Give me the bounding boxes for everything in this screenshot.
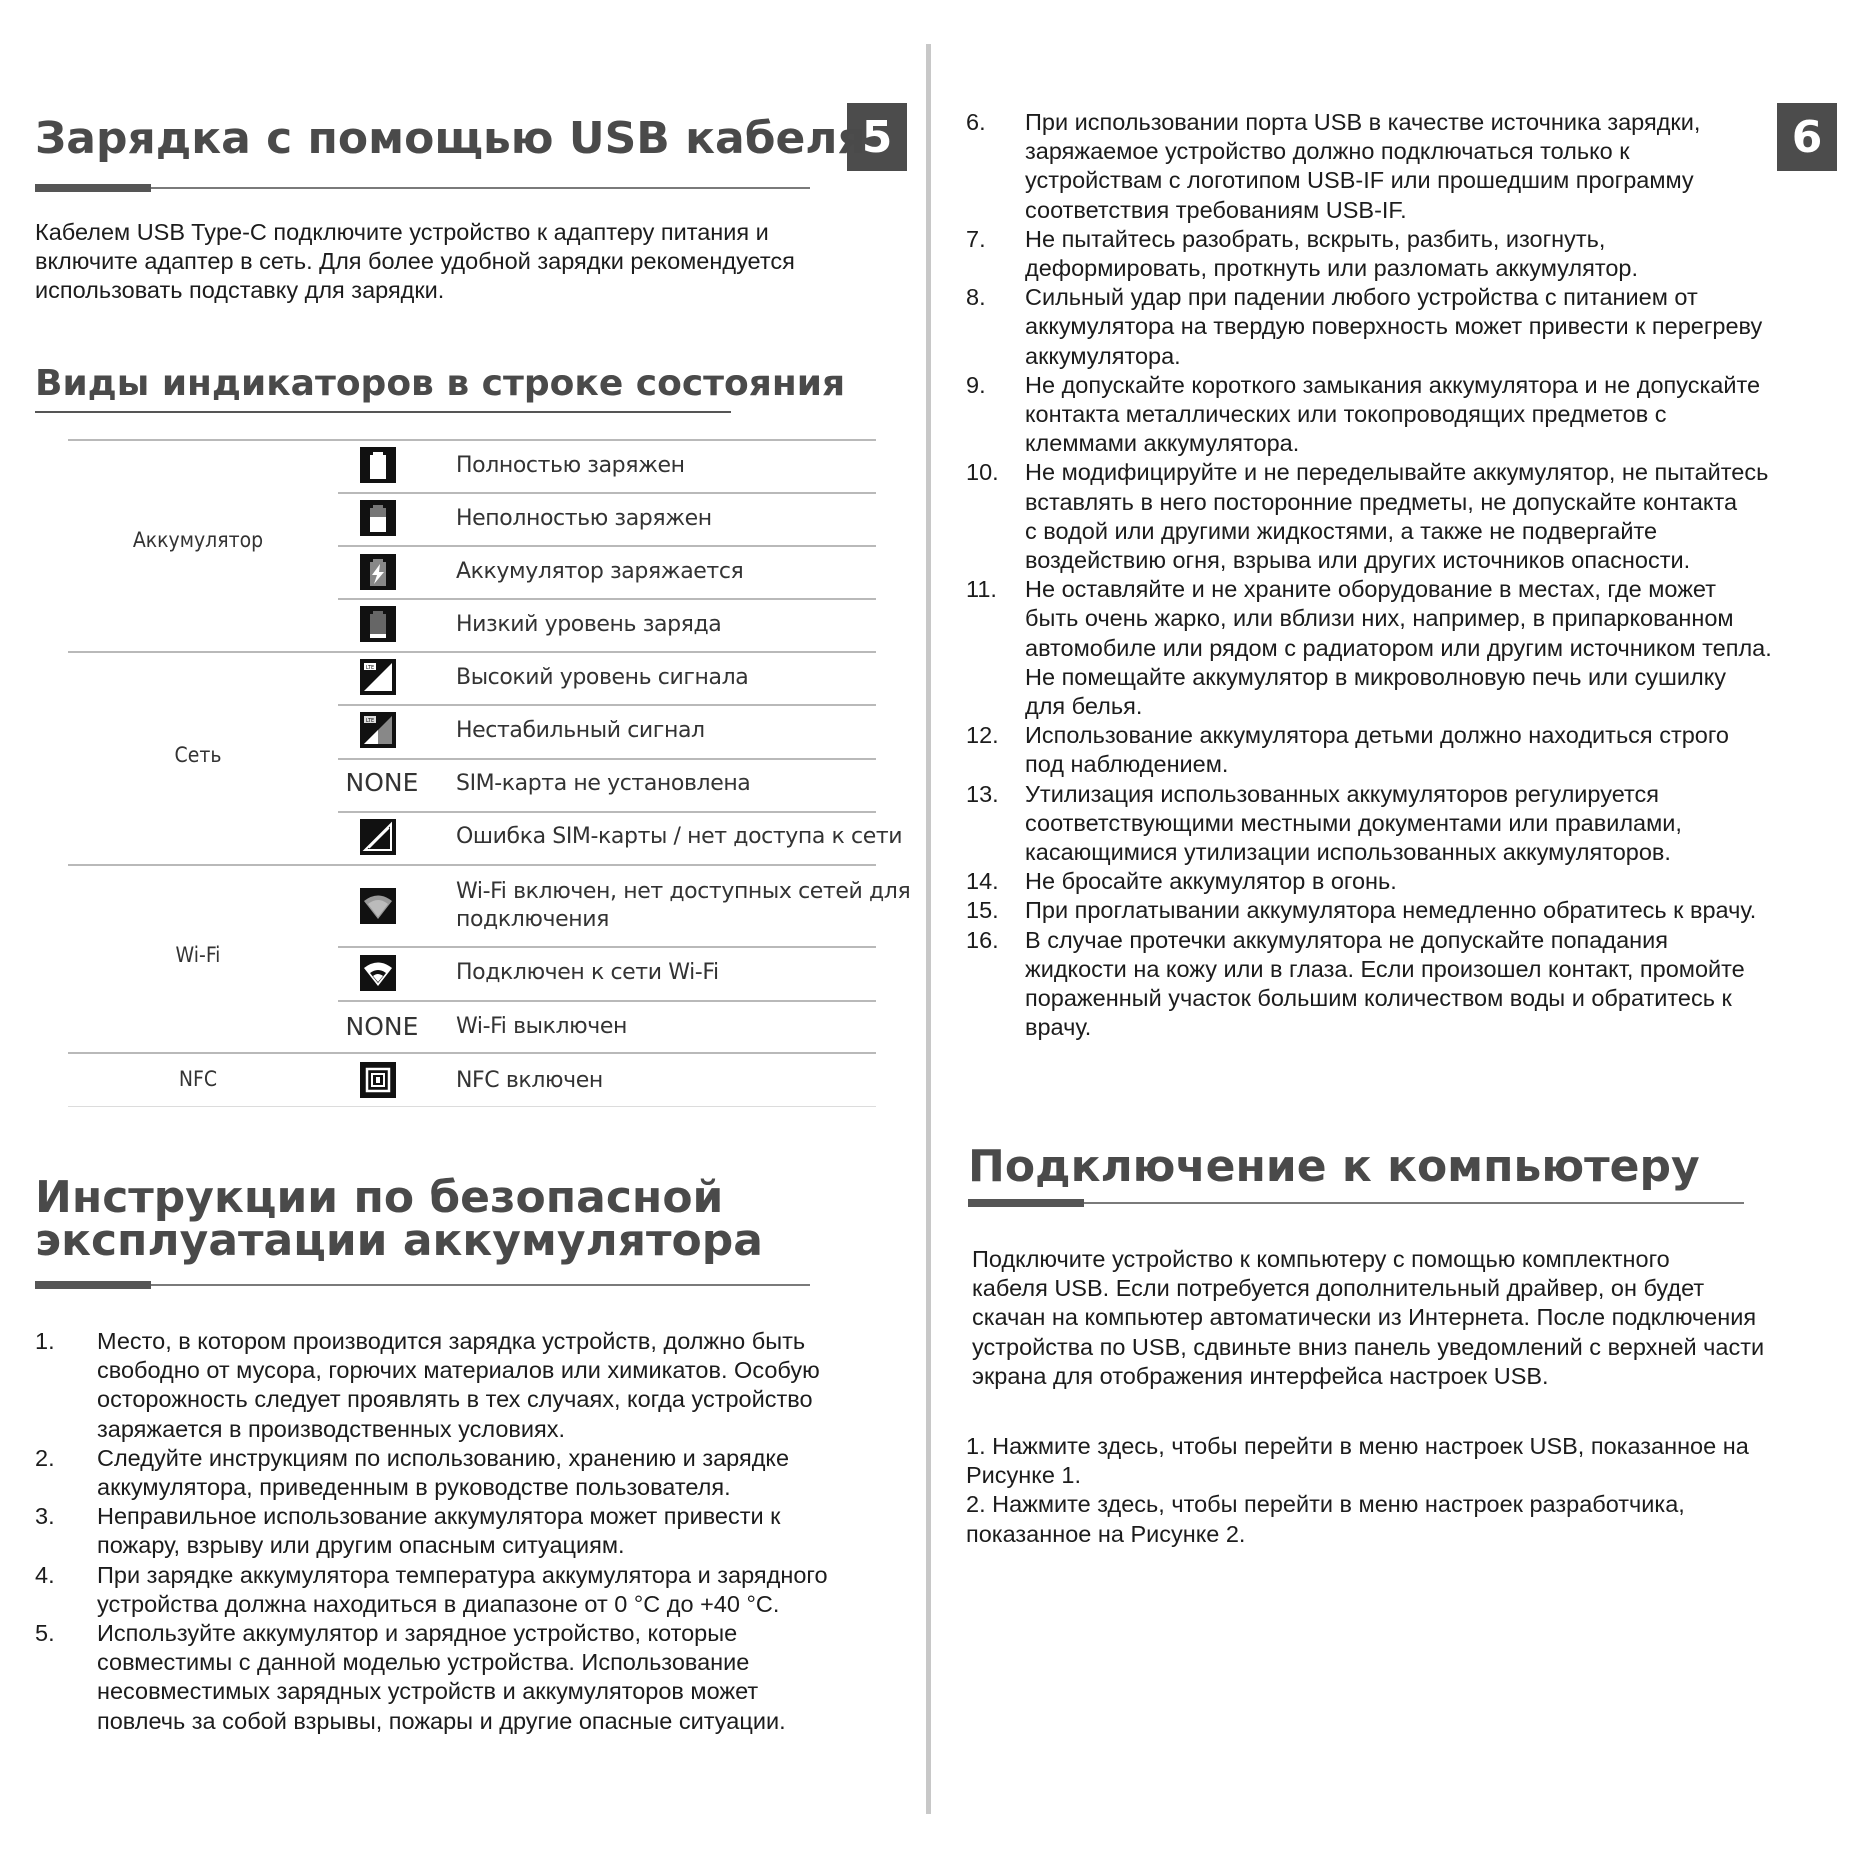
list-item: 16. В случае протечки аккумулятора не допускайте попадания жидкости на кожу или в глаза. Если произошел контакт, промойте пораженный участок большим количеством воды и обратитесь к врачу. bbox=[966, 926, 1745, 1041]
indicator-desc: Wi-Fi выключен bbox=[456, 1014, 628, 1039]
indicators-title: Виды индикаторов в строке состояния bbox=[35, 363, 846, 404]
table-line bbox=[338, 598, 876, 600]
table-line bbox=[338, 946, 876, 948]
indicator-desc: Полностью заряжен bbox=[456, 453, 685, 478]
list-item: 1. Место, в котором производится зарядка устройств, должно быть свободно от мусора, горючих материалов или химикатов. Особую осторожность следует проявлять в тех случаях, когда устройство заряжается в производственных условиях. bbox=[35, 1328, 820, 1442]
table-line bbox=[68, 1106, 876, 1107]
table-line bbox=[338, 492, 876, 494]
safety-list-continued bbox=[966, 108, 1846, 1042]
usb-charging-title: Зарядка с помощью USB кабеля bbox=[35, 113, 866, 164]
no-icon-label: NONE bbox=[345, 768, 419, 797]
no-icon-label: NONE bbox=[345, 1012, 419, 1041]
wifi-connected-icon bbox=[360, 955, 396, 991]
pc-connection-steps: 1. Нажмите здесь, чтобы перейти в меню настроек USB, показанное на Рисунке 1. 2. Нажмите здесь, чтобы перейти в меню настроек разработчика, показанное на Рисунке 2. bbox=[966, 1433, 1749, 1547]
list-item: 6. При использовании порта USB в качестве источника зарядки, заряжаемое устройство должно подключаться только к устройствам с логотипом USB-IF или прошедшим программу соответствия требованиям USB-IF. bbox=[966, 109, 1701, 223]
page-divider bbox=[926, 44, 931, 1814]
table-line bbox=[68, 651, 876, 653]
title-rule-accent bbox=[35, 184, 151, 192]
battery-full-icon bbox=[360, 447, 396, 483]
table-line bbox=[338, 704, 876, 706]
pc-connection-body: Подключите устройство к компьютеру с помощью комплектного кабеля USB. Если потребуется дополнительный драйвер, он будет скачан на компьютер автоматически из Интернета. После подключения устройства по USB, сдвиньте вниз панель уведомлений с верхней части экрана для отображения интерфейса настроек USB. bbox=[972, 1246, 1765, 1389]
pc-connection-title: Подключение к компьютеру bbox=[968, 1141, 1700, 1192]
wifi-no-networks-icon bbox=[360, 888, 396, 924]
indicator-desc: Ошибка SIM-карты / нет доступа к сети bbox=[456, 824, 903, 849]
list-item: 2. Следуйте инструкциям по использованию, хранению и зарядке аккумулятора, приведенным в руководстве пользователя. bbox=[35, 1444, 790, 1500]
list-item: 12. Использование аккумулятора детьми должно находиться строго под наблюдением. bbox=[966, 722, 1729, 778]
lte-signal-unstable-icon bbox=[360, 712, 396, 748]
table-line bbox=[338, 1000, 876, 1002]
usb-charging-body: Кабелем USB Type-C подключите устройство к адаптеру питания и включите адаптер в сеть. Для более удобной зарядки рекомендуется использовать подставку для зарядки. bbox=[35, 219, 795, 304]
table-line bbox=[338, 758, 876, 760]
indicator-desc: Аккумулятор заряжается bbox=[456, 559, 744, 584]
table-line bbox=[338, 811, 876, 813]
list-item: 15. При проглатывании аккумулятора немедленно обратитесь к врачу. bbox=[966, 897, 1757, 924]
indicator-desc: NFC включен bbox=[456, 1068, 603, 1093]
indicator-desc: Нестабильный сигнал bbox=[456, 718, 705, 743]
list-item: 5. Используйте аккумулятор и зарядное устройство, которые совместимы с данной моделью устройства. Использование несовместимых зарядных устройств и аккумуляторов может повлечь за собой взрывы, пожары и другие опасные ситуации. bbox=[35, 1619, 786, 1734]
nfc-icon bbox=[360, 1062, 396, 1098]
indicator-desc: Высокий уровень сигнала bbox=[456, 665, 749, 690]
category-nfc: NFC bbox=[178, 1067, 218, 1091]
list-item: 4. При зарядке аккумулятора температура аккумулятора и зарядного устройства должна находиться в диапазоне от 0 °C до +40 °C. bbox=[35, 1561, 828, 1617]
lte-signal-high-icon bbox=[360, 659, 396, 695]
table-line bbox=[68, 1052, 876, 1054]
battery-partial-icon bbox=[360, 500, 396, 536]
svg-text:LTE: LTE bbox=[365, 718, 375, 724]
indicator-desc: Неполностью заряжен bbox=[456, 506, 712, 531]
category-wifi: Wi-Fi bbox=[175, 943, 221, 967]
title-rule-accent bbox=[968, 1199, 1084, 1207]
page-number-left: 5 bbox=[847, 103, 907, 171]
list-item: 13. Утилизация использованных аккумуляторов регулируется соответствующими местными документами или правилами, касающимися утилизации использованных аккумуляторов. bbox=[966, 780, 1682, 865]
table-line bbox=[68, 439, 876, 441]
title-rule bbox=[35, 187, 810, 189]
list-item: 11. Не оставляйте и не храните оборудование в местах, где может быть очень жарко, или вблизи них, например, в припаркованном автомобиле или рядом с радиатором или другим источником тепла. Не помещайте аккумулятор в микроволновую печь или сушилку для белья. bbox=[966, 576, 1772, 719]
list-item: 10. Не модифицируйте и не переделывайте аккумулятор, не пытайтесь вставлять в него посторонние предметы, не допускайте контакта с водой или другими жидкостями, а также не подвергайте воздействию огня, взрыва или других источников опасности. bbox=[966, 459, 1769, 573]
title-rule-accent bbox=[35, 1281, 151, 1289]
indicator-desc: SIM-карта не установлена bbox=[456, 771, 751, 796]
battery-charging-icon bbox=[360, 554, 396, 590]
list-item: 3. Неправильное использование аккумулятора может привести к пожару, взрыву или другим опасным ситуациям. bbox=[35, 1503, 781, 1559]
indicators-title-rule bbox=[35, 411, 731, 413]
signal-error-icon bbox=[360, 819, 396, 855]
battery-safety-title: Инструкции по безопасной эксплуатации аккумулятора bbox=[35, 1172, 763, 1266]
list-item: 7. Не пытайтесь разобрать, вскрыть, разбить, изогнуть, деформировать, проткнуть или разломать аккумулятор. bbox=[966, 225, 1638, 281]
svg-text:LTE: LTE bbox=[365, 665, 375, 671]
battery-safety-list bbox=[35, 1327, 915, 1736]
battery-low-icon bbox=[360, 606, 396, 642]
indicator-desc: Низкий уровень заряда bbox=[456, 612, 722, 637]
category-battery: Аккумулятор bbox=[132, 528, 264, 552]
title-rule bbox=[968, 1202, 1744, 1204]
table-line bbox=[338, 545, 876, 547]
list-item: 9. Не допускайте короткого замыкания аккумулятора и не допускайте контакта металлических или токопроводящих предметов с клеммами аккумулятора. bbox=[966, 371, 1761, 457]
page-number-right: 6 bbox=[1777, 103, 1837, 171]
category-network: Сеть bbox=[174, 743, 222, 767]
indicator-desc: Wi-Fi включен, нет доступных сетей для подключения bbox=[456, 879, 911, 932]
table-line bbox=[68, 864, 876, 866]
indicator-desc: Подключен к сети Wi-Fi bbox=[456, 960, 719, 985]
list-item: 14. Не бросайте аккумулятор в огонь. bbox=[966, 868, 1397, 895]
list-item: 8. Сильный удар при падении любого устройства с питанием от аккумулятора на твердую поверхность может привести к перегреву аккумулятора. bbox=[966, 284, 1763, 369]
title-rule bbox=[35, 1284, 810, 1286]
